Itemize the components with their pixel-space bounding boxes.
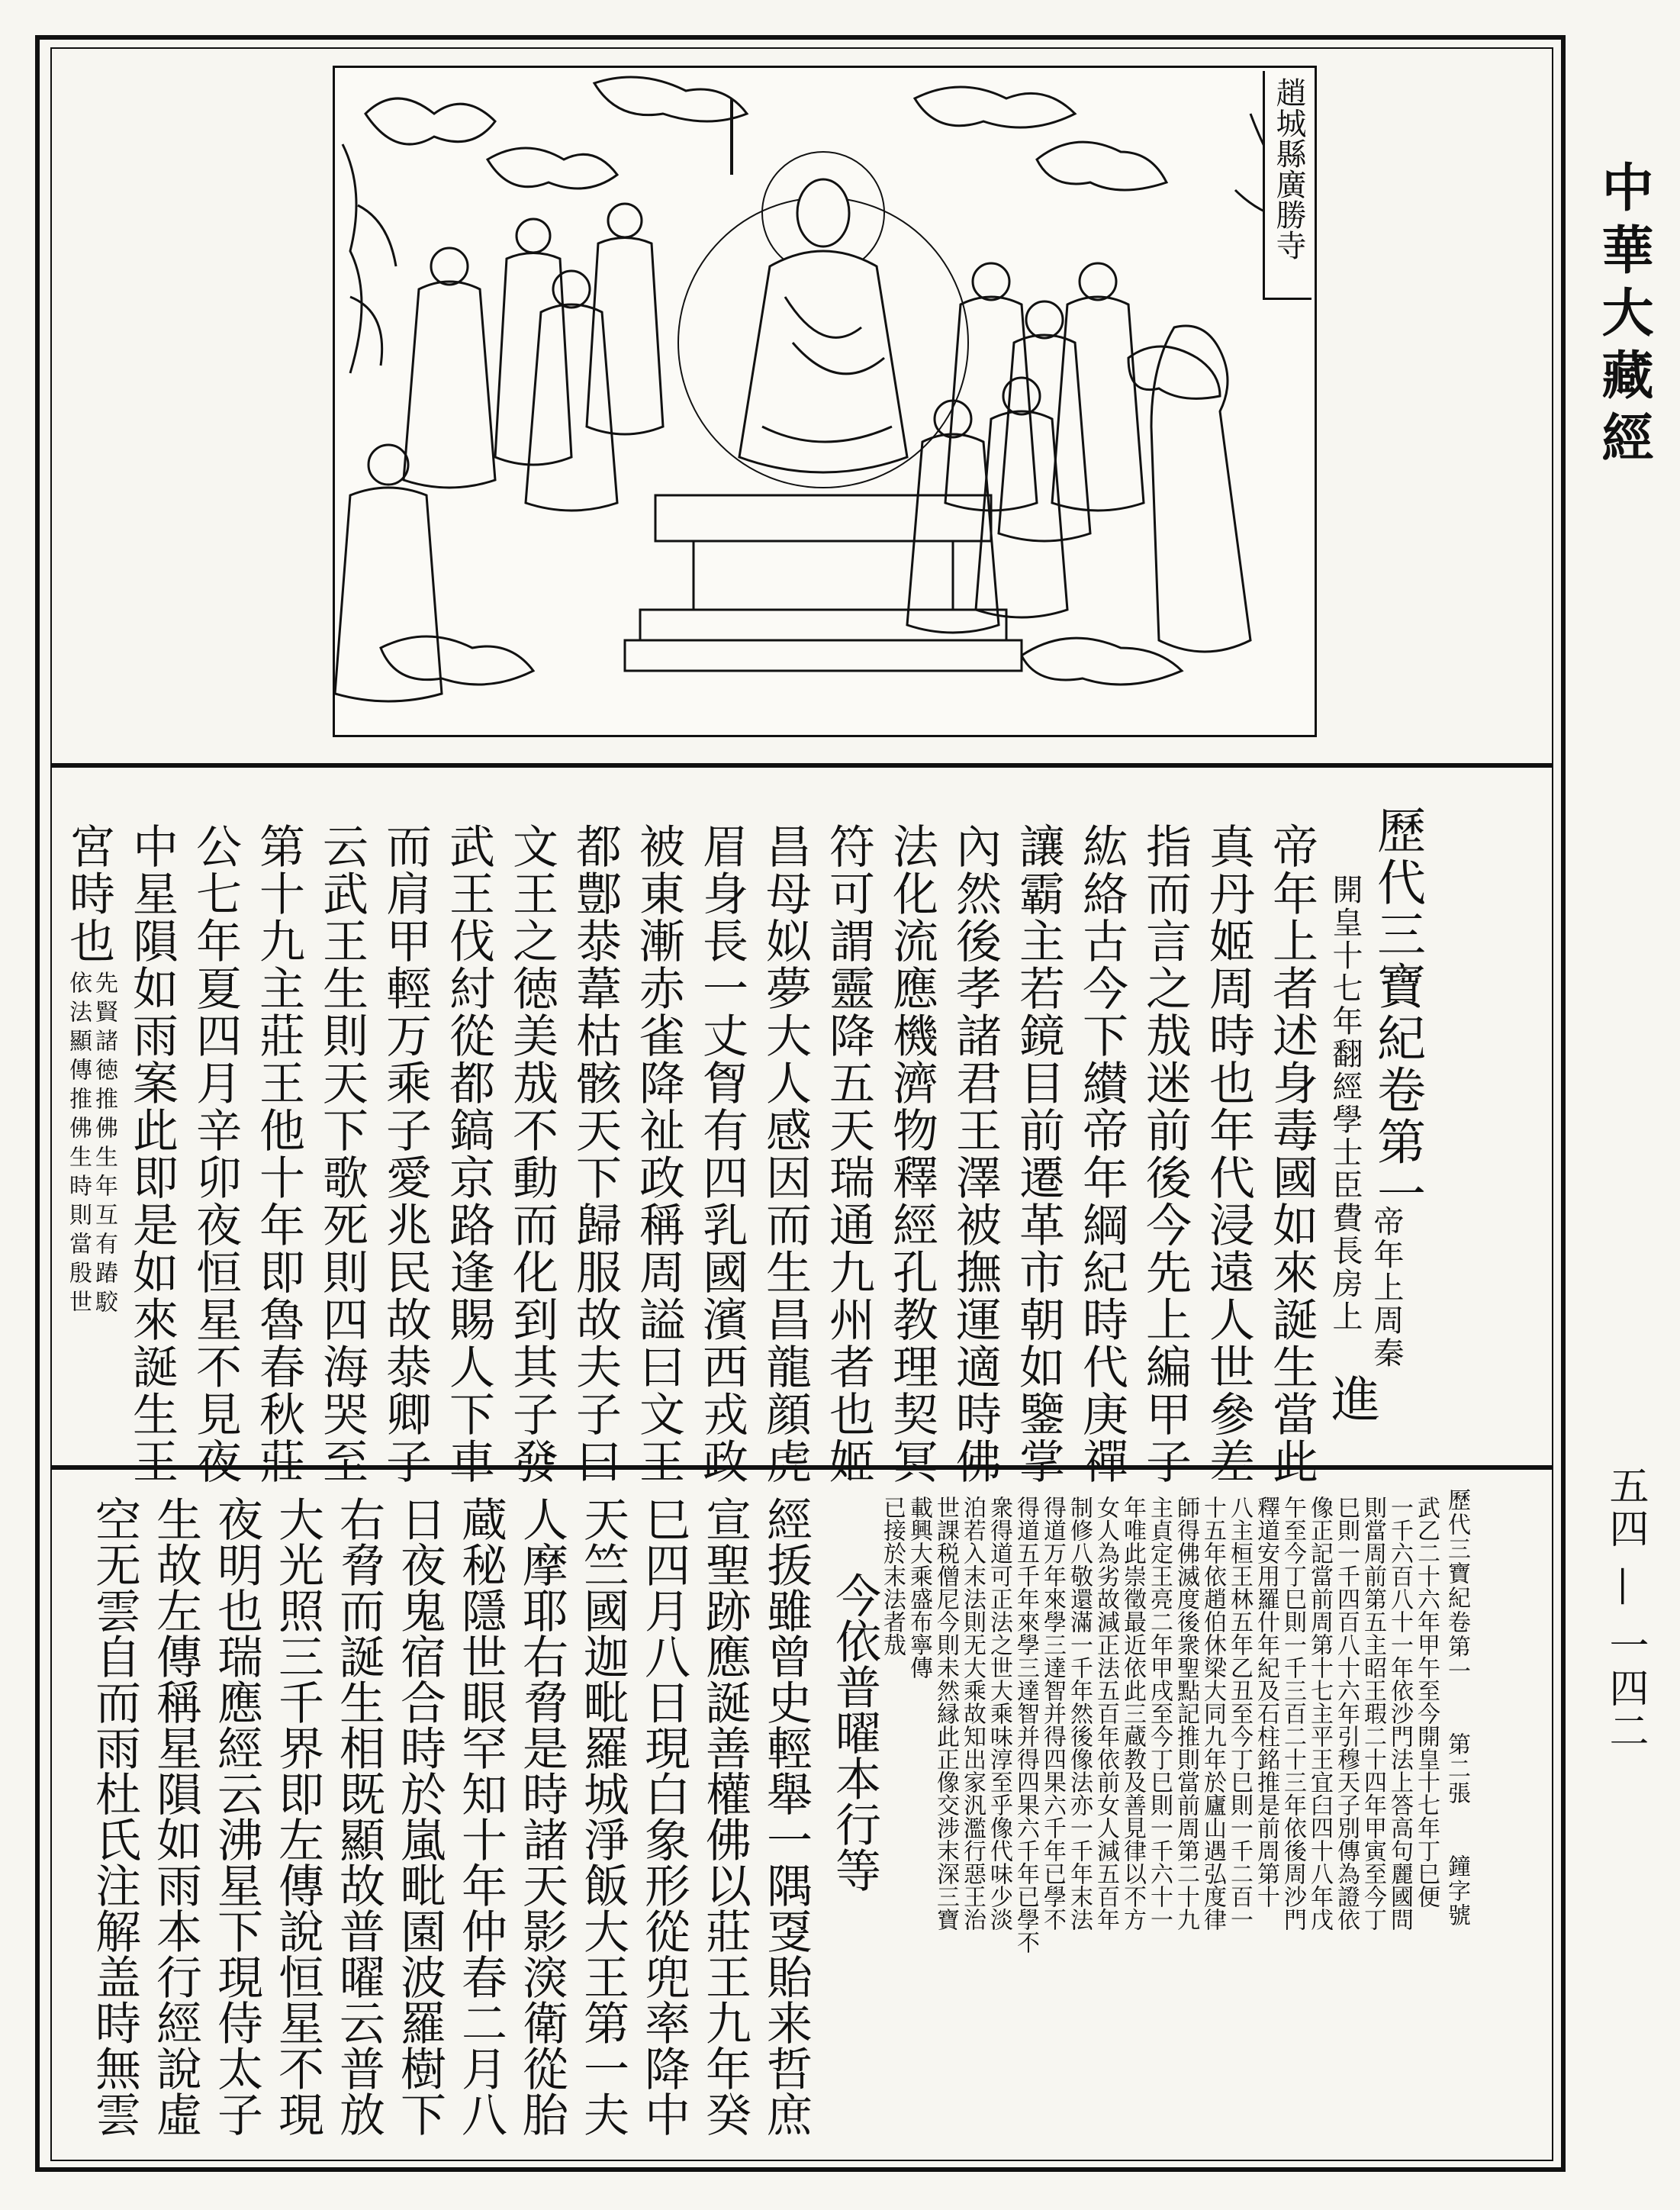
text-column: 符可謂靈降五天瑞通九州者也姬 — [822, 823, 875, 1485]
text-column: 中星隕如雨案此即是如來誕生王 — [125, 823, 179, 1485]
guardian — [1151, 326, 1250, 652]
text-column: 真丹姬周時也年代浸遠人世參差 — [1202, 823, 1255, 1485]
text-column: 昌母姒夢大人感因而生昌龍顔虎 — [758, 823, 812, 1485]
buddha-body — [739, 251, 907, 472]
throne-step — [625, 640, 1022, 671]
text-column: 讓霸主若鏡目前遷革市朝如鑒掌 — [1012, 823, 1065, 1485]
note-column: 載興大乘盛布寧傳 — [906, 1496, 932, 1679]
buddha-head — [797, 179, 849, 246]
cloud — [1022, 638, 1182, 685]
note-column: 制修八敬還滿一千年然後像法亦一千年末法 — [1066, 1496, 1093, 1931]
cloud — [594, 77, 747, 121]
page-number: 五四 — 一四二 — [1602, 1465, 1648, 1754]
text-column: 被東漸赤雀降祉政稱周謚曰文王 — [632, 823, 685, 1485]
note-column: 釋道安用羅什年紀及石柱銘推是前周第十 — [1253, 1496, 1279, 1908]
text-column: 第十九主莊王他十年即魯春秋莊 — [252, 823, 305, 1485]
text-column: 都鄷㳟葦枯骸天下歸服故夫子曰 — [568, 823, 622, 1485]
text-column: 眉身長一丈胷有四乳國濱西戎政 — [695, 823, 748, 1485]
annotation-column: 依法顯傳推佛生時則當殷世 — [65, 971, 92, 1319]
text-column: 公七年夏四月辛卯夜恒星不見夜 — [188, 823, 242, 1485]
text-column: 人摩耶右脅是時諸天影㴱衛從胎 — [515, 1496, 568, 2137]
cloud — [381, 636, 533, 685]
disciples-left — [335, 204, 663, 701]
cloud — [365, 98, 495, 144]
note-column: 主貞定王亮二年甲戌至今丁巳則一千六十一 — [1146, 1496, 1173, 1931]
text-column: 帝年上者述身毒國如來誕生當此 — [1265, 823, 1318, 1485]
scroll-title: 歷代三寶紀卷第一 — [1369, 805, 1425, 1220]
note-column: 師得佛滅度後衆聖點記推則當前周第二十九 — [1173, 1496, 1199, 1931]
note-column: 衆得道可正法之世大乘味淳至乎像代味少淡 — [986, 1496, 1012, 1931]
text-column: 武王伐紂從都鎬京路逢賜人下車 — [442, 823, 495, 1485]
cloud — [915, 87, 1075, 127]
divider-top — [50, 763, 1553, 768]
text-column: 今依普曜本行等 — [828, 1572, 881, 1893]
text-column: 宮時也 — [62, 823, 115, 965]
text-column: 法化流應機濟物釋經孔教理契冥 — [885, 823, 938, 1485]
cloud — [488, 148, 617, 188]
foliage — [343, 144, 396, 373]
cloud — [1037, 142, 1167, 190]
title-note — [1369, 1206, 1404, 1370]
text-column: 巳四月八日現白象形從兜率降中 — [637, 1496, 690, 2137]
title-note-text: 帝年上周秦 — [1369, 1206, 1404, 1370]
note-column: 得道五千年來學三達智并得四果六千年已學不 — [1012, 1496, 1039, 1954]
byline: 開皇十七年翻經學士臣費長房上 — [1328, 874, 1363, 1333]
note-column: 已接於末法者㦲 — [879, 1496, 906, 1656]
illustration-caption: 趙城縣廣勝寺 — [1263, 71, 1311, 300]
text-column: 蔵秘隱世眼罕知十年仲春二月八 — [454, 1496, 507, 2137]
note-column: 年唯此崇徵最近依此三蔵教及善見律以不方 — [1119, 1496, 1146, 1931]
text-column: 內然後孝諸君王澤被撫運適時佛 — [948, 823, 1002, 1485]
woodblock-illustration — [333, 66, 1317, 737]
text-column: 云武王生則天下歌死則四海哭至 — [315, 823, 369, 1485]
text-column: 夜明也瑞應經云沸星下現侍太子 — [210, 1496, 263, 2137]
text-column: 指而言之㦲迷前後今先上編甲子 — [1138, 823, 1192, 1485]
text-column: 生故左傳稱星隕如雨本行經說虛 — [149, 1496, 202, 2137]
annotation-column: 先賢諸徳推佛生年互有踳駮 — [91, 971, 117, 1319]
text-column: 經㧞雖曾史輕舉一隅㪅貽来哲庶 — [759, 1496, 813, 2137]
leaf-header: 歷代三寶紀卷第一 第二張 鐘字號 — [1443, 1488, 1470, 1928]
note-column: 十五年依趙伯休梁大同九年於廬山遇弘度律 — [1199, 1496, 1226, 1931]
note-column: 泊若入末法則无大乘故知出家汎濫行惡王治 — [959, 1496, 986, 1931]
text-column: 日夜鬼宿合時於嵐毗園波羅樹下 — [393, 1496, 446, 2137]
illustration-drawing — [335, 68, 1317, 737]
text-column: 天竺國迦毗羅城淨飯大王第一夫 — [576, 1496, 629, 2137]
text-column: 右脅而誕生相既顯故普曜云普放 — [332, 1496, 385, 2137]
note-column: 武乙二十六年甲午至今開皇十七年丁巳便 — [1413, 1496, 1440, 1908]
throne-step — [640, 610, 1006, 640]
text-column: 大光照三千界即左傳說恒星不現 — [271, 1496, 324, 2137]
note-column: 得道万年來學三達智并得四果六千年已學不 — [1039, 1496, 1066, 1931]
note-column: 世課税僧尼今則未然縁此正像交涉末深三寶 — [932, 1496, 959, 1931]
note-column: 則當周前第五主昭王瑕二十四年甲寅至今丁 — [1360, 1496, 1386, 1931]
text-column: 紘絡古今下纉帝年綱紀時代庚禪 — [1075, 823, 1128, 1485]
byline-end: 進 — [1323, 1374, 1379, 1426]
text-column: 文王之徳美㦲不動而化到其子發 — [505, 823, 558, 1485]
note-column: 午至今丁巳則一千三百二十三年依後周沙門 — [1279, 1496, 1306, 1931]
note-column: 女人為劣故減正法五百年依前女人減五百年 — [1093, 1496, 1119, 1931]
note-column: 巳則一千四百八十六年引穆天子別傳為證依 — [1333, 1496, 1360, 1931]
text-column: 空无雲自而雨杜氏注解盖時無雲 — [88, 1496, 141, 2137]
series-title: 中華大藏經 — [1593, 160, 1653, 473]
note-column: 八主桓王林五年乙丑至今丁巳則一千二百一 — [1226, 1496, 1253, 1931]
text-column: 宣聖跡應誕善權佛以莊王九年癸 — [698, 1496, 751, 2137]
cloud — [1128, 346, 1220, 398]
throne-top — [655, 495, 991, 541]
note-column: 像正記當前周第十七主平王宜臼四十八年戊 — [1306, 1496, 1333, 1931]
text-column: 而肩甲輕万乘子愛兆民故㳟卿子 — [378, 823, 432, 1485]
note-column: 一千六百八十一年依沙門法上答高句麗國問 — [1386, 1496, 1413, 1931]
